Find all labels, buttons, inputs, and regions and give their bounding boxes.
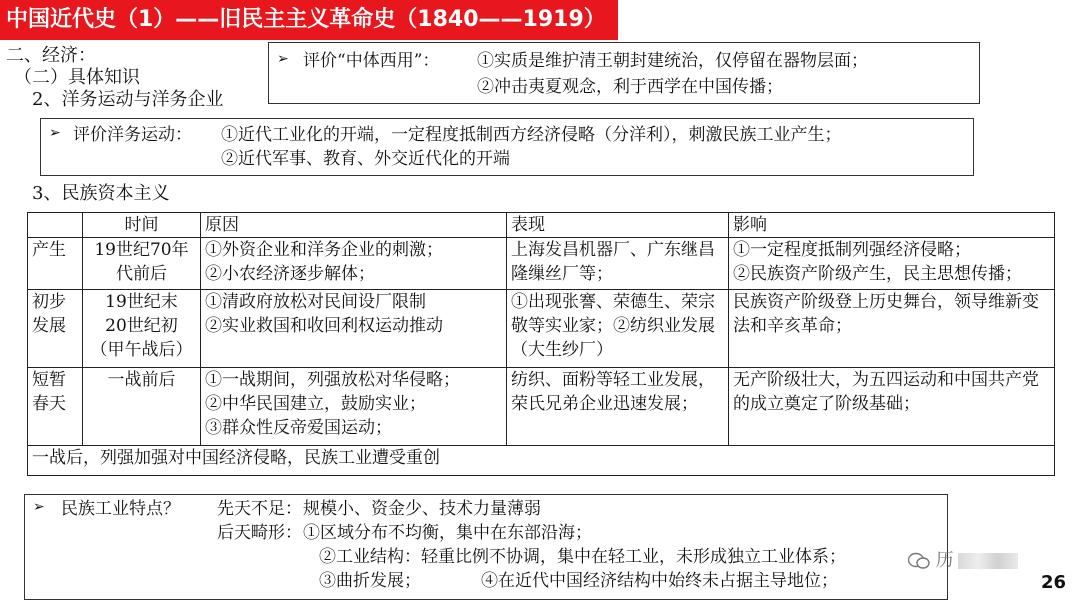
time-line: 20世纪初 [105, 316, 178, 336]
topic-yangwu-heading: 2、洋务运动与洋务企业 [32, 89, 224, 110]
table-header-time: 时间 [83, 213, 201, 238]
section-heading: 二、经济： [6, 45, 96, 66]
cause-item: ③群众性反帝爱国运动； [205, 418, 392, 438]
cause-item: ①一战期间，列强放松对华侵略； [205, 370, 460, 390]
impact-cell: 无产阶级壮大，为五四运动和中国共产党的成立奠定了阶级基础； [729, 368, 1055, 446]
houtian-item4: ④在近代中国经济结构中始终未占据主导地位； [481, 571, 838, 591]
table-footer-note: 一战后，列强加强对中国经济侵略，民族工业遭受重创 [28, 446, 1055, 476]
houtian-item2: ②工业结构：轻重比例不协调，集中在轻工业，未形成独立工业体系； [319, 547, 846, 567]
yangwu-line1: ①近代工业化的开端，一定程度抵制西方经济侵略（分洋利），刺激民族工业产生； [221, 125, 842, 145]
stage-cell: 初步发展 [28, 290, 83, 368]
time-cell [83, 290, 201, 368]
blurred-watermark-text [958, 553, 1018, 569]
houtian-item3: ③曲折发展； [319, 571, 421, 591]
bullet-arrow-icon: ➢ [49, 125, 61, 141]
table-row [28, 238, 1055, 290]
stage-cell: 短暂春天 [28, 368, 83, 446]
table-row [28, 290, 1055, 368]
table-header-cause: 原因 [201, 213, 507, 238]
zhongti-label: 评价“中体西用”： [303, 51, 440, 71]
cause-item: ②小农经济逐步解体； [205, 264, 375, 284]
impact-item: ①一定程度抵制列强经济侵略； [733, 240, 971, 260]
cause-cell [201, 368, 507, 446]
zhongti-line1: ①实质是维护清王朝封建统治，仅停留在器物层面； [477, 51, 868, 71]
cause-cell [201, 238, 507, 290]
bullet-arrow-icon: ➢ [277, 51, 289, 67]
impact-item: ②民族资产阶级产生，民主思想传播； [733, 264, 1022, 284]
table-header-row [28, 213, 1055, 238]
cause-item: ②中华民国建立，鼓励实业； [205, 394, 426, 414]
time-line: （甲午战后） [90, 340, 193, 360]
yangwu-evaluation-box [40, 118, 974, 176]
cause-item: ①清政府放松对民间设厂限制 [205, 292, 426, 312]
page-title: 中国近代史（1）——旧民主主义革命史（1840——1919） [6, 7, 606, 32]
wechat-icon [908, 552, 930, 570]
table-row [28, 368, 1055, 446]
table-header-impact: 影响 [729, 213, 1055, 238]
performance-cell: ①出现张謇、荣德生、荣宗敬等实业家；②纺织业发展（大生纱厂） [507, 290, 729, 368]
subsection-heading: （二）具体知识 [14, 67, 140, 88]
xiantian-text: 规模小、资金少、技术力量薄弱 [303, 499, 541, 519]
performance-cell: 纺织、面粉等轻工业发展，荣氏兄弟企业迅速发展； [507, 368, 729, 446]
cause-item: ②实业救国和收回利权运动推动 [205, 316, 443, 336]
houtian-item1: ①区域分布不均衡，集中在东部沿海； [303, 523, 592, 543]
table-header-performance: 表现 [507, 213, 729, 238]
time-cell: 19世纪70年代前后 [83, 238, 201, 290]
xiantian-label: 先天不足： [217, 499, 302, 519]
yangwu-line2: ②近代军事、教育、外交近代化的开端 [221, 149, 510, 169]
topic-national-capital-heading: 3、民族资本主义 [32, 183, 170, 204]
industry-features-box [24, 494, 948, 600]
table-header-blank [28, 213, 83, 238]
houtian-label: 后天畸形： [217, 523, 302, 543]
table-footer-row [28, 446, 1055, 476]
cause-item: ①外资企业和洋务企业的刺激； [205, 240, 443, 260]
yangwu-label: 评价洋务运动： [73, 125, 192, 145]
performance-cell: 上海发昌机器厂、广东继昌隆缫丝厂等； [507, 238, 729, 290]
watermark-text: 历 [935, 550, 954, 571]
stage-cell: 产生 [28, 238, 83, 290]
features-label: 民族工业特点？ [61, 499, 180, 519]
zhongti-xiyong-box [268, 42, 980, 104]
cause-cell [201, 290, 507, 368]
time-line: 19世纪末 [105, 292, 178, 312]
zhongti-line2: ②冲击夷夏观念，利于西学在中国传播； [477, 77, 783, 97]
impact-cell: 民族资产阶级登上历史舞台，领导维新变法和辛亥革命； [729, 290, 1055, 368]
bullet-arrow-icon: ➢ [33, 499, 45, 515]
time-cell: 一战前后 [83, 368, 201, 446]
national-capitalism-table [27, 212, 1055, 476]
page-number: 26 [1040, 572, 1066, 593]
impact-cell [729, 238, 1055, 290]
watermark [908, 546, 1018, 572]
